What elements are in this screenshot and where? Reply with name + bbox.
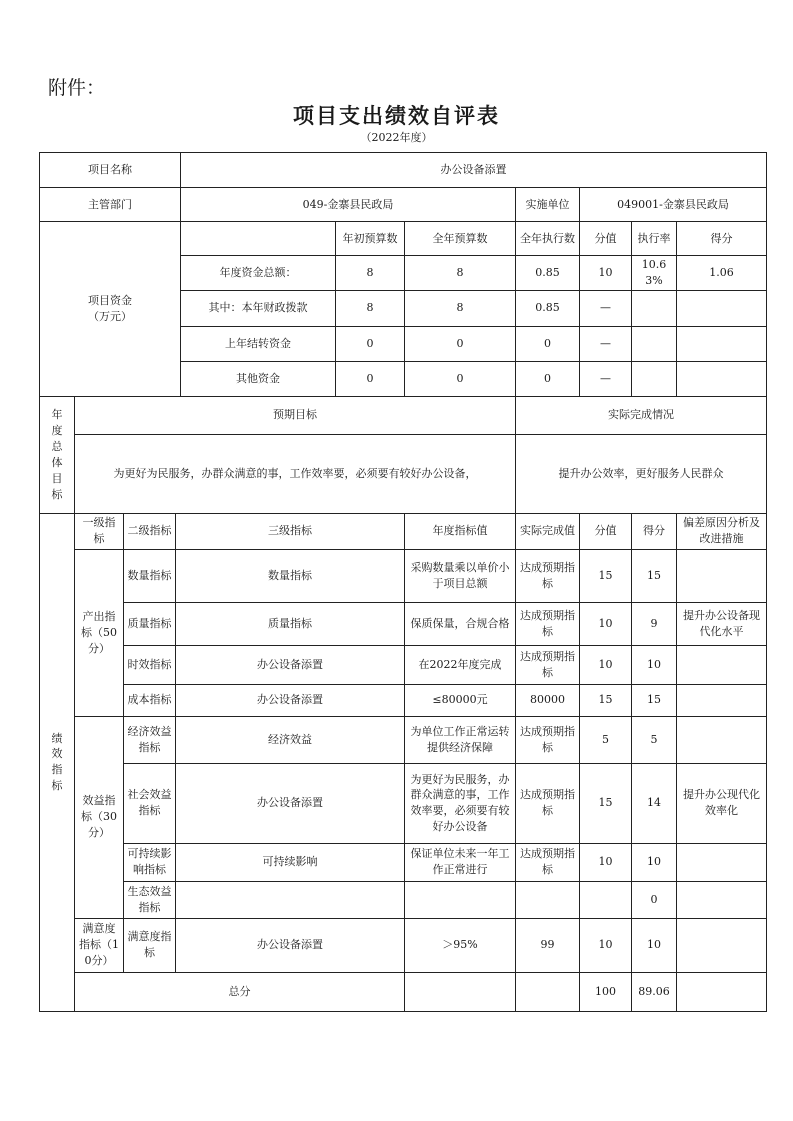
funds-header: 分值 xyxy=(580,222,632,256)
row-funds-header xyxy=(40,222,767,256)
indicator-l2: 时效指标 xyxy=(124,645,176,684)
row-indicator-header xyxy=(40,513,767,549)
funds-initial: 0 xyxy=(336,326,405,361)
evaluation-table xyxy=(39,152,767,1012)
indicator-score: 15 xyxy=(632,684,677,716)
indicator-target: 在2022年度完成 xyxy=(405,645,516,684)
indicator-header: 分值 xyxy=(580,513,632,549)
funds-unit: （万元） xyxy=(88,309,132,323)
goals-label: 年度总体目标 xyxy=(51,408,63,501)
indicator-l1: 产出指标（50分） xyxy=(75,549,124,716)
indicators-label: 绩效指标 xyxy=(51,731,63,793)
funds-row-label: 上年结转资金 xyxy=(181,326,336,361)
indicator-score: 0 xyxy=(632,881,677,918)
indicator-actual: 80000 xyxy=(516,684,580,716)
funds-rate xyxy=(632,326,677,361)
indicator-l3: 办公设备添置 xyxy=(176,684,405,716)
goals-section-label xyxy=(40,396,75,513)
indicator-score: 10 xyxy=(632,843,677,881)
expected-goal: 为更好为民服务，办群众满意的事，工作效率要，必须要有较好办公设备， xyxy=(75,434,516,513)
indicator-value: 10 xyxy=(580,645,632,684)
funds-rate xyxy=(632,361,677,396)
indicator-l2: 数量指标 xyxy=(124,549,176,602)
indicator-note xyxy=(677,684,767,716)
indicator-header: 三级指标 xyxy=(176,513,405,549)
funds-executed: 0.85 xyxy=(516,290,580,326)
indicator-l2: 成本指标 xyxy=(124,684,176,716)
indicator-value: 10 xyxy=(580,918,632,972)
dept-value: 049-金寨县民政局 xyxy=(181,188,516,222)
indicator-note xyxy=(677,918,767,972)
funds-header: 年初预算数 xyxy=(336,222,405,256)
actual-header: 实际完成情况 xyxy=(516,396,767,434)
indicator-score: 10 xyxy=(632,645,677,684)
indicator-header: 二级指标 xyxy=(124,513,176,549)
indicator-score: 14 xyxy=(632,763,677,843)
funds-section-label xyxy=(40,222,181,397)
indicator-actual: 99 xyxy=(516,918,580,972)
funds-score: 1.06 xyxy=(677,256,767,291)
indicator-row xyxy=(40,716,767,763)
funds-header: 执行率 xyxy=(632,222,677,256)
funds-executed: 0.85 xyxy=(516,256,580,291)
project-name-value: 办公设备添置 xyxy=(181,153,767,188)
indicator-l3: 办公设备添置 xyxy=(176,645,405,684)
impl-label: 实施单位 xyxy=(516,188,580,222)
indicator-header: 一级指标 xyxy=(75,513,124,549)
funds-score-value: — xyxy=(580,290,632,326)
indicator-actual xyxy=(516,881,580,918)
indicator-l2: 质量指标 xyxy=(124,602,176,645)
dept-label: 主管部门 xyxy=(40,188,181,222)
funds-annual: 8 xyxy=(405,290,516,326)
funds-score-value: — xyxy=(580,326,632,361)
indicator-score: 5 xyxy=(632,716,677,763)
indicator-row xyxy=(40,684,767,716)
indicator-target: 保质保量，合规合格 xyxy=(405,602,516,645)
indicator-note xyxy=(677,881,767,918)
indicator-row xyxy=(40,843,767,881)
funds-rate xyxy=(632,290,677,326)
indicator-score: 9 xyxy=(632,602,677,645)
row-project-name xyxy=(40,153,767,188)
funds-executed: 0 xyxy=(516,326,580,361)
indicator-value xyxy=(580,881,632,918)
indicator-score: 15 xyxy=(632,549,677,602)
funds-row-label: 年度资金总额： xyxy=(181,256,336,291)
indicator-l2: 生态效益指标 xyxy=(124,881,176,918)
funds-label: 项目资金 xyxy=(88,294,132,307)
funds-score-value: 10 xyxy=(580,256,632,291)
indicator-row xyxy=(40,549,767,602)
indicator-l3 xyxy=(176,881,405,918)
funds-rate: 10.63% xyxy=(632,256,677,291)
funds-score-value: — xyxy=(580,361,632,396)
indicator-header: 偏差原因分析及改进措施 xyxy=(677,513,767,549)
expected-header: 预期目标 xyxy=(75,396,516,434)
indicator-note xyxy=(677,645,767,684)
funds-initial: 8 xyxy=(336,256,405,291)
indicator-header: 得分 xyxy=(632,513,677,549)
funds-initial: 0 xyxy=(336,361,405,396)
indicator-target: ＞95% xyxy=(405,918,516,972)
indicator-l1: 满意度指标（10分） xyxy=(75,918,124,972)
funds-executed: 0 xyxy=(516,361,580,396)
indicator-note: 提升办公设备现代化水平 xyxy=(677,602,767,645)
funds-header-blank xyxy=(181,222,336,256)
indicator-row xyxy=(40,602,767,645)
indicator-target: 为更好为民服务，办群众满意的事，工作效率要，必须要有较好办公设备 xyxy=(405,763,516,843)
indicator-target: 采购数量乘以单价小于项目总额 xyxy=(405,549,516,602)
funds-row-label: 其中：本年财政拨款 xyxy=(181,290,336,326)
indicator-value: 10 xyxy=(580,843,632,881)
indicator-l3: 经济效益 xyxy=(176,716,405,763)
funds-annual: 0 xyxy=(405,361,516,396)
indicator-value: 15 xyxy=(580,549,632,602)
funds-header: 得分 xyxy=(677,222,767,256)
indicator-score: 10 xyxy=(632,918,677,972)
indicator-target: 保证单位未来一年工作正常进行 xyxy=(405,843,516,881)
report-year: （2022年度） xyxy=(360,131,433,144)
row-total xyxy=(40,972,767,1011)
attachment-label: 附件： xyxy=(48,77,106,99)
indicator-l3: 数量指标 xyxy=(176,549,405,602)
indicator-actual: 达成预期指标 xyxy=(516,843,580,881)
indicator-l3: 可持续影响 xyxy=(176,843,405,881)
funds-row-label: 其他资金 xyxy=(181,361,336,396)
impl-value: 049001-金寨县民政局 xyxy=(580,188,767,222)
total-note-blank xyxy=(677,972,767,1011)
indicator-row xyxy=(40,645,767,684)
row-department xyxy=(40,188,767,222)
indicator-row xyxy=(40,918,767,972)
row-goals-header xyxy=(40,396,767,434)
funds-initial: 8 xyxy=(336,290,405,326)
indicator-l2: 社会效益指标 xyxy=(124,763,176,843)
indicator-value: 15 xyxy=(580,763,632,843)
indicator-value: 10 xyxy=(580,602,632,645)
funds-annual: 0 xyxy=(405,326,516,361)
indicator-target: 为单位工作正常运转提供经济保障 xyxy=(405,716,516,763)
total-blank xyxy=(405,972,516,1011)
indicator-note xyxy=(677,549,767,602)
row-goals-content xyxy=(40,434,767,513)
indicator-l2: 可持续影响指标 xyxy=(124,843,176,881)
indicator-target: ≤80000元 xyxy=(405,684,516,716)
indicator-l2: 满意度指标 xyxy=(124,918,176,972)
funds-annual: 8 xyxy=(405,256,516,291)
indicator-header: 年度指标值 xyxy=(405,513,516,549)
indicator-l1: 效益指标（30分） xyxy=(75,716,124,918)
indicator-actual: 达成预期指标 xyxy=(516,763,580,843)
project-name-label: 项目名称 xyxy=(40,153,181,188)
indicator-note: 提升办公现代化效率化 xyxy=(677,763,767,843)
indicator-value: 15 xyxy=(580,684,632,716)
funds-header: 全年预算数 xyxy=(405,222,516,256)
indicator-actual: 达成预期指标 xyxy=(516,645,580,684)
indicator-note xyxy=(677,843,767,881)
total-value: 100 xyxy=(580,972,632,1011)
indicator-l3: 办公设备添置 xyxy=(176,763,405,843)
indicator-actual: 达成预期指标 xyxy=(516,549,580,602)
total-label: 总分 xyxy=(75,972,405,1011)
indicator-target xyxy=(405,881,516,918)
indicator-l3: 质量指标 xyxy=(176,602,405,645)
indicator-header: 实际完成值 xyxy=(516,513,580,549)
total-blank xyxy=(516,972,580,1011)
indicator-l2: 经济效益指标 xyxy=(124,716,176,763)
funds-score xyxy=(677,361,767,396)
total-score: 89.06 xyxy=(632,972,677,1011)
page-title: 项目支出绩效自评表 xyxy=(293,103,500,128)
funds-header: 全年执行数 xyxy=(516,222,580,256)
indicator-l3: 办公设备添置 xyxy=(176,918,405,972)
funds-score xyxy=(677,290,767,326)
actual-goal: 提升办公效率，更好服务人民群众 xyxy=(516,434,767,513)
indicator-row xyxy=(40,881,767,918)
indicator-note xyxy=(677,716,767,763)
indicator-value: 5 xyxy=(580,716,632,763)
indicator-actual: 达成预期指标 xyxy=(516,716,580,763)
indicator-actual: 达成预期指标 xyxy=(516,602,580,645)
indicators-section-label xyxy=(40,513,75,1011)
indicator-row xyxy=(40,763,767,843)
funds-score xyxy=(677,326,767,361)
